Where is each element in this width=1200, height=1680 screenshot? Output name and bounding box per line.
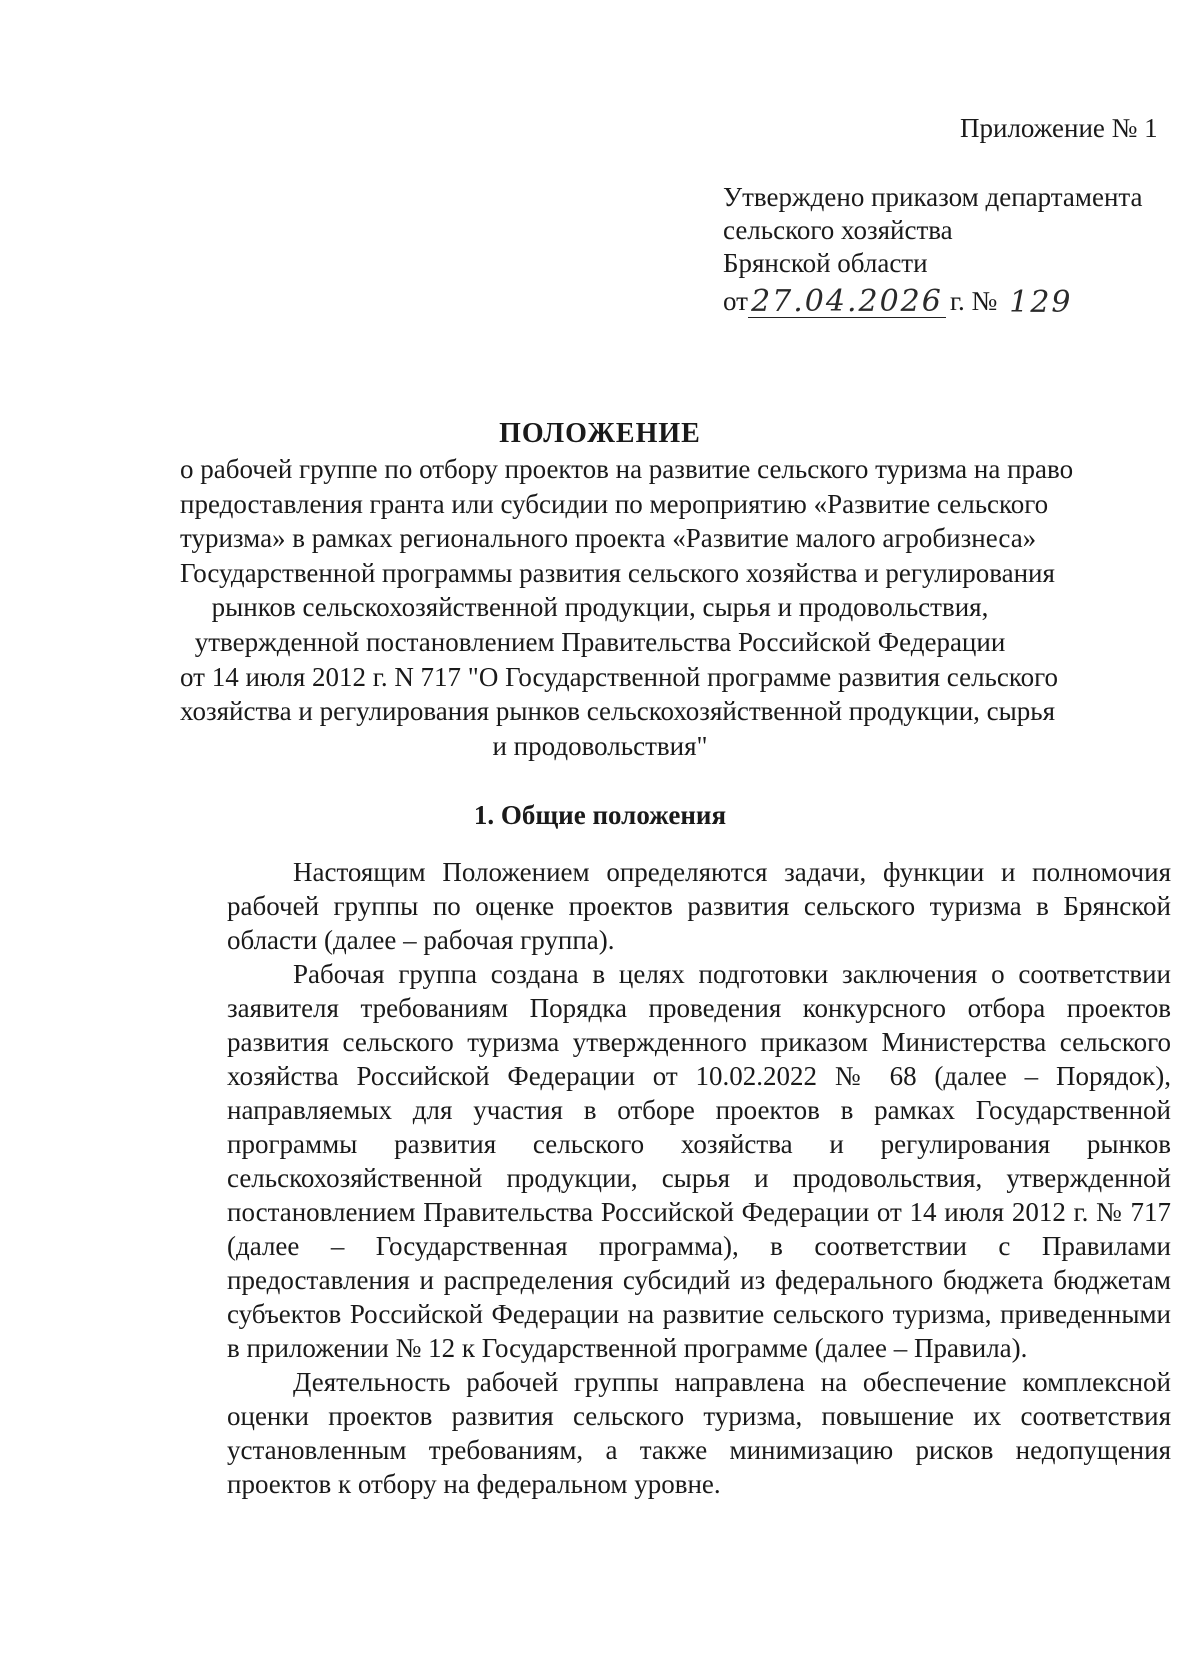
document-body — [227, 855, 1171, 1501]
handwritten-date: 27.04.2026 — [748, 287, 946, 318]
handwritten-order-number: 129 — [1009, 285, 1073, 320]
paragraph: Рабочая группа создана в целях подготовки заключения о соответствии заявителя требованиям Порядка проведения конкурсного отбора проектов развития сельского туризма утвержденного приказом Министерства сельского хозяйства Российской Федерации от 10.02.2022 № 68 (далее – Порядок), направляемых для участия в отборе проектов в рамках Государственной программы развития сельского хозяйства и регулирования рынков сельскохозяйственной продукции, сырья и продовольствия, утвержденной постановлением Правительства Российской Федерации от 14 июля 2012 г. № 717 (далее – Государственная программа), в соответствии с Правилами предоставления и распределения субсидий из федерального бюджета бюджетам субъектов Российской Федерации на развитие сельского туризма, приведенными в приложении № 12 к Государственной программе (далее – Правила). — [227, 959, 1171, 1363]
approval-line: сельского хозяйства — [723, 215, 953, 245]
subtitle-line: утвержденной постановлением Правительства Российской Федерации — [194, 626, 1006, 657]
subtitle-line: предоставления гранта или субсидии по мероприятию «Развитие сельского — [180, 488, 1049, 519]
date-prefix: от — [723, 286, 748, 316]
subtitle-line: Государственной программы развития сельского хозяйства и регулирования — [180, 557, 1055, 588]
document-subtitle — [180, 452, 1074, 763]
subtitle-line: хозяйства и регулирования рынков сельскохозяйственной продукции, сырья — [180, 696, 1056, 727]
subtitle-line: рынков сельскохозяйственной продукции, сырья и продовольствия, — [211, 592, 989, 623]
number-prefix: г. № — [949, 286, 998, 316]
subtitle-line: туризма» в рамках регионального проекта «Развитие малого агробизнеса» — [180, 523, 1037, 554]
subtitle-line: о рабочей группе по отбору проектов на развитие сельского туризма на право — [180, 454, 1074, 484]
appendix-label: Приложение № 1 — [960, 113, 1158, 143]
paragraph: Настоящим Положением определяются задачи, функции и полномочия рабочей группы по оценке проектов развития сельского туризма в Брянской области (далее – рабочая группа). — [227, 857, 1171, 955]
section-heading: 1. Общие положения — [473, 800, 727, 830]
approval-block — [723, 181, 1143, 318]
approval-line: Утверждено приказом департамента — [723, 182, 1143, 212]
paragraph: Деятельность рабочей группы направлена на обеспечение комплексной оценки проектов развития сельского туризма, повышение их соответствия установленным требованиям, а также минимизацию рисков недопущения проектов к отбору на федеральном уровне. — [227, 1367, 1171, 1499]
approval-line: Брянской области — [723, 248, 928, 278]
order-date-line — [723, 280, 1143, 318]
subtitle-line: от 14 июля 2012 г. N 717 "О Государственной программе развития сельского — [180, 661, 1058, 692]
subtitle-line: и продовольствия" — [492, 730, 708, 761]
document-title: ПОЛОЖЕНИЕ — [499, 418, 701, 449]
